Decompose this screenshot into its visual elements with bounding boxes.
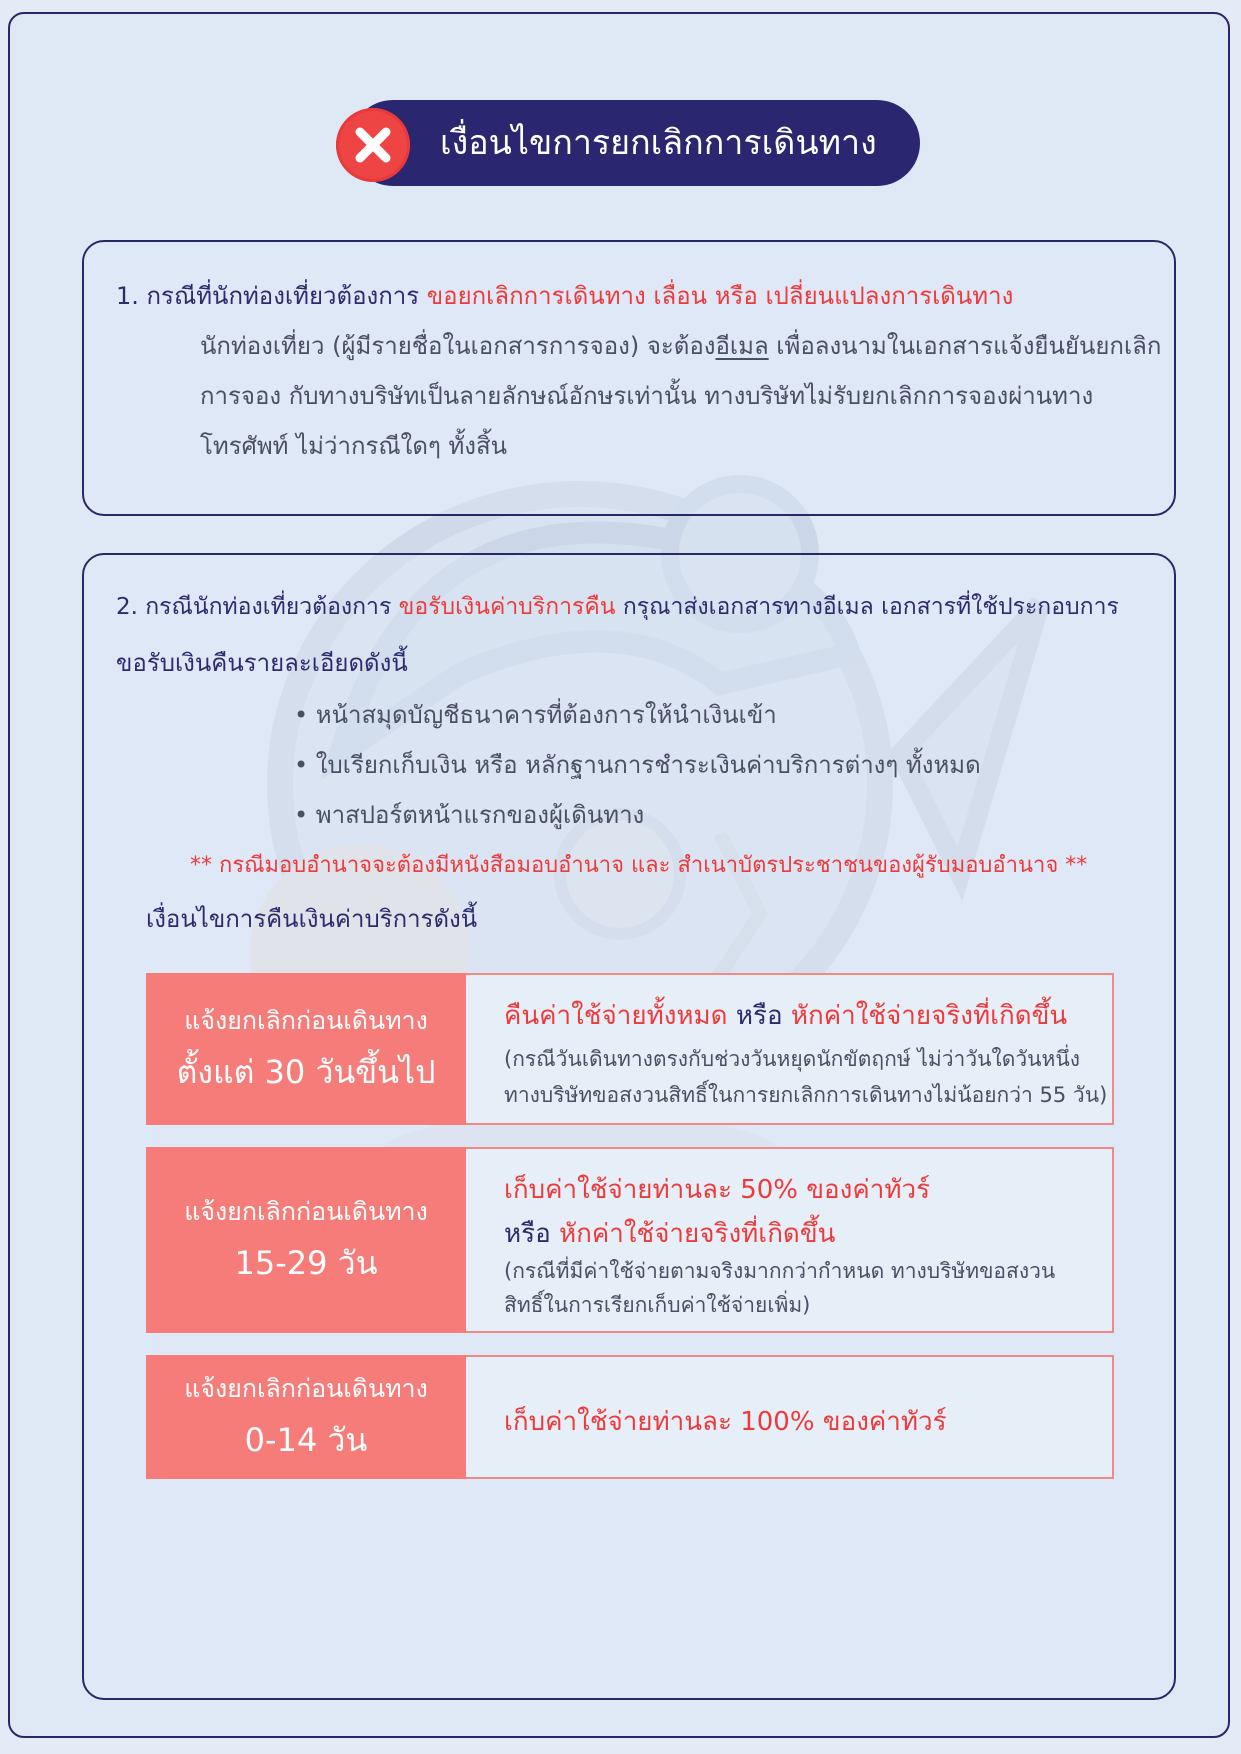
refund-row-terms xyxy=(466,1147,1114,1333)
period-label: แจ้งยกเลิกก่อนเดินทาง xyxy=(184,1005,428,1035)
section2-heading xyxy=(116,589,1119,625)
refund-terms-main xyxy=(504,995,1067,1036)
document-bullet-item: • หน้าสมุดบัญชีธนาคารที่ต้องการให้นำเงินเข้า xyxy=(294,701,777,729)
section1-para-line3: โทรศัพท์ ไม่ว่ากรณีใดๆ ทั้งสิ้น xyxy=(200,432,508,460)
section1-para-line2: การจอง กับทางบริษัทเป็นลายลักษณ์อักษรเท่านั้น ทางบริษัทไม่รับยกเลิกการจองผ่านทาง xyxy=(200,382,1094,410)
refund-row-period xyxy=(146,1355,466,1479)
refund-option-a: เก็บค่าใช้จ่ายท่านละ 100% ของค่าทัวร์ xyxy=(504,1407,947,1437)
refund-or: หรือ xyxy=(727,1001,791,1031)
refund-row-terms xyxy=(466,973,1114,1125)
period-value: 15-29 วัน xyxy=(234,1243,378,1282)
section-cancel-postpone xyxy=(82,240,1176,516)
refund-conditions-heading: เงื่อนไขการคืนเงินค่าบริการดังนี้ xyxy=(146,905,478,933)
section1-para-line1 xyxy=(200,326,1161,365)
page-title: เงื่อนไขการยกเลิกการเดินทาง xyxy=(440,123,877,163)
period-value: ตั้งแต่ 30 วันขึ้นไป xyxy=(176,1052,436,1091)
refund-row-0-14 xyxy=(146,1355,1114,1479)
period-label: แจ้งยกเลิกก่อนเดินทาง xyxy=(184,1196,428,1226)
title-banner xyxy=(350,100,920,186)
section2-heading-line2: ขอรับเงินคืนรายละเอียดดังนี้ xyxy=(116,649,408,677)
refund-option-a: คืนค่าใช้จ่ายทั้งหมด xyxy=(504,1001,728,1031)
proxy-note: ** กรณีมอบอำนาจจะต้องมีหนังสือมอบอำนาจ และ สำเนาบัตรประชาชนของผู้รับมอบอำนาจ ** xyxy=(190,853,1088,878)
refund-row-terms xyxy=(466,1355,1114,1479)
period-value: 0-14 วัน xyxy=(244,1420,368,1459)
refund-option-b: หักค่าใช้จ่ายจริงที่เกิดขึ้น xyxy=(558,1219,836,1249)
refund-row-15-29 xyxy=(146,1147,1114,1333)
page-frame xyxy=(8,12,1230,1738)
refund-option-b: หักค่าใช้จ่ายจริงที่เกิดขึ้น xyxy=(790,1001,1068,1031)
section2-heading-prefix: 2. กรณีนักท่องเที่ยวต้องการ xyxy=(116,594,392,620)
refund-note-line2: สิทธิ์ในการเรียกเก็บค่าใช้จ่ายเพิ่ม) xyxy=(504,1293,811,1317)
section2-heading-suffix: กรุณาส่งเอกสารทางอีเมล เอกสารที่ใช้ประกอบการ xyxy=(615,594,1119,620)
section1-para-line1-a: นักท่องเที่ยว (ผู้มีรายชื่อในเอกสารการจอง) จะต้อง xyxy=(200,332,716,360)
section-refund xyxy=(82,553,1176,1700)
period-label: แจ้งยกเลิกก่อนเดินทาง xyxy=(184,1373,428,1403)
refund-row-30-plus xyxy=(146,973,1114,1125)
close-icon xyxy=(336,108,410,182)
refund-option-a: เก็บค่าใช้จ่ายท่านละ 50% ของค่าทัวร์ xyxy=(504,1175,931,1205)
refund-note-line2: ทางบริษัทขอสงวนสิทธิ์ในการยกเลิกการเดินทางไม่น้อยกว่า 55 วัน) xyxy=(504,1083,1108,1107)
refund-note-line1: (กรณีที่มีค่าใช้จ่ายตามจริงมากกว่ากำหนด ทางบริษัทขอสงวน xyxy=(504,1259,1056,1283)
refund-row-period xyxy=(146,1147,466,1333)
email-link[interactable]: อีเมล xyxy=(715,332,769,360)
section1-heading xyxy=(116,276,1013,315)
section1-para-line1-b: เพื่อลงนามในเอกสารแจ้งยืนยันยกเลิก xyxy=(768,332,1162,360)
refund-row-period xyxy=(146,973,466,1125)
section1-heading-highlight: ขอยกเลิกการเดินทาง เลื่อน หรือ เปลี่ยนแปลงการเดินทาง xyxy=(426,282,1014,310)
refund-terms-secondary xyxy=(504,1213,835,1254)
document-bullet-item: • ใบเรียกเก็บเงิน หรือ หลักฐานการชำระเงินค่าบริการต่างๆ ทั้งหมด xyxy=(294,751,981,779)
section1-heading-prefix: 1. กรณีที่นักท่องเที่ยวต้องการ xyxy=(116,282,420,310)
refund-note-line1: (กรณีวันเดินทางตรงกับช่วงวันหยุดนักขัตฤกษ์ ไม่ว่าวันใดวันหนึ่ง xyxy=(504,1047,1080,1071)
document-bullet-item: • พาสปอร์ตหน้าแรกของผู้เดินทาง xyxy=(294,801,645,829)
section2-heading-highlight: ขอรับเงินค่าบริการคืน xyxy=(398,594,616,620)
refund-or: หรือ xyxy=(504,1219,559,1249)
